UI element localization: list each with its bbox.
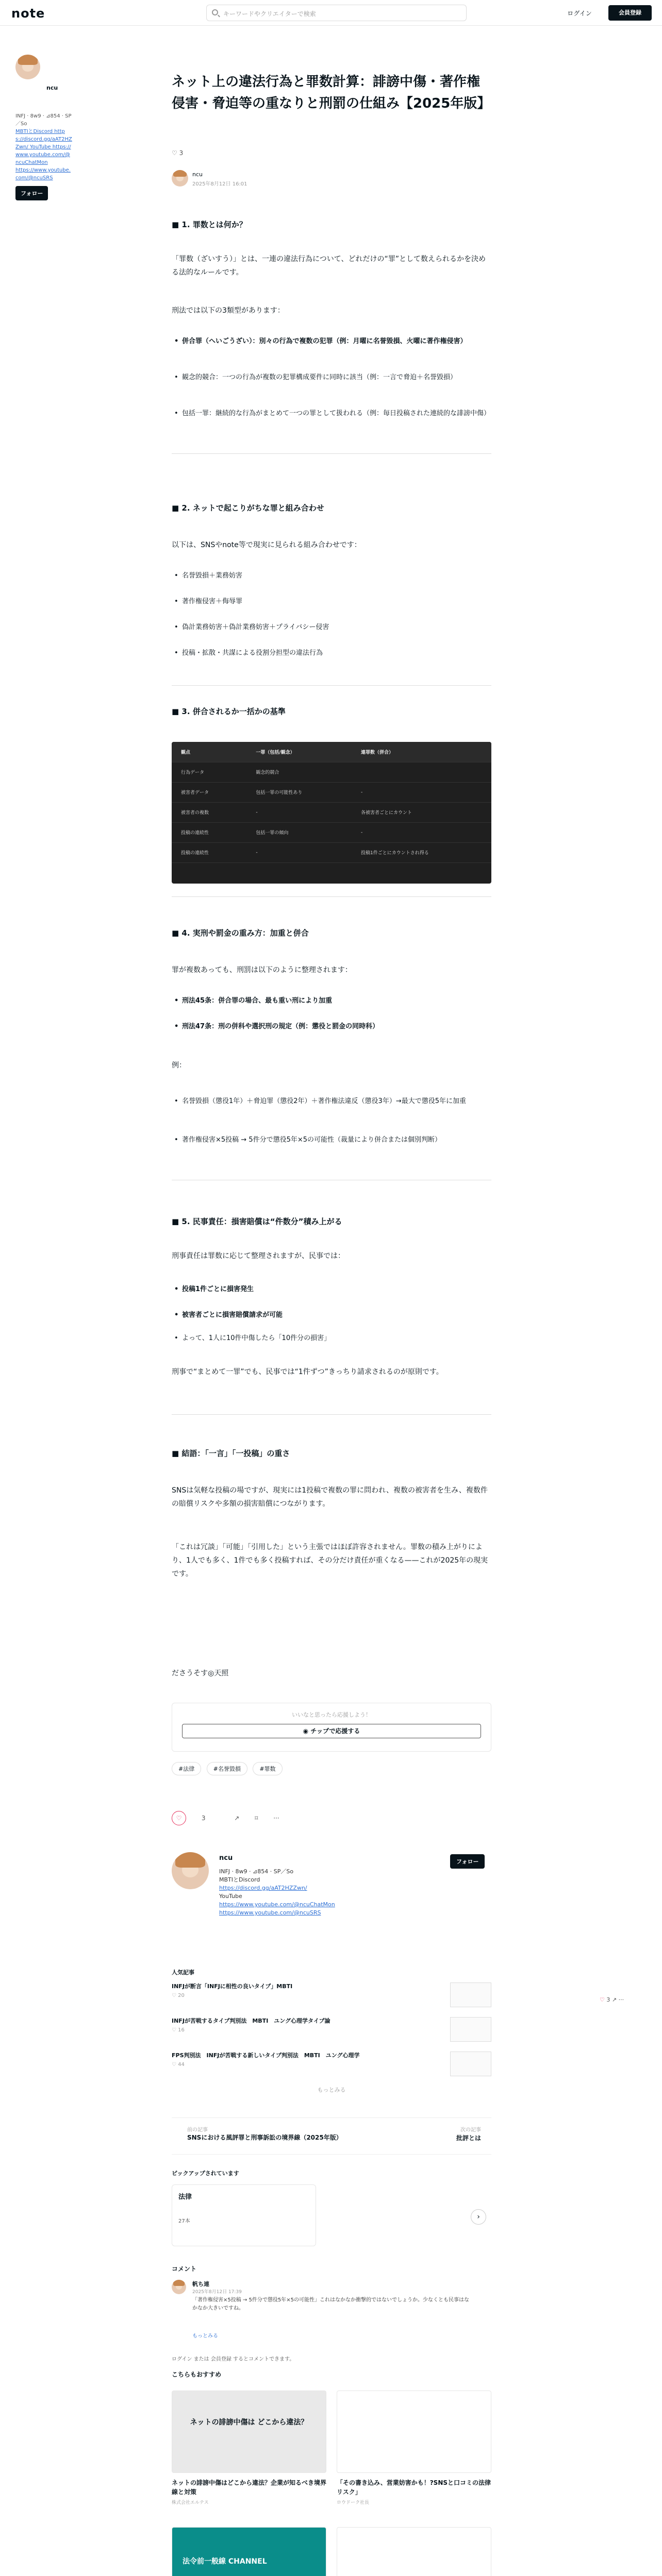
table-row: 行為データ 観念的競合 bbox=[172, 762, 491, 782]
sidebar-profile bbox=[15, 55, 72, 200]
table-row: 投稿の連続性 包括一罪の傾向 - bbox=[172, 822, 491, 842]
heart-icon: ♡ bbox=[172, 1811, 186, 1825]
recommendations bbox=[172, 2370, 491, 2379]
sidebar-bio: INFJ · 8w9 · ⊿854 · SP／So MBTIとDiscord https://discord.gg/aAT2HZZwn/ YouTube https://www.youtube.com/@ncuChatMon https://www.youtube.com/@ncuSRS bbox=[15, 113, 72, 181]
like-count[interactable]: ♡ 3 bbox=[172, 149, 184, 157]
profile-link[interactable]: https://www.youtube.com/@ncuSRS bbox=[219, 1909, 321, 1916]
thumbnail bbox=[450, 1982, 491, 2007]
note-logo[interactable]: note bbox=[11, 6, 45, 21]
paragraph: 以下は、SNSやnote等で現実に見られる組み合わせです： bbox=[172, 541, 361, 549]
article-title: ネット上の違法行為と罪数計算：誹謗中傷・著作権侵害・脅迫等の重なりと刑罰の仕組み【2025年版】 bbox=[172, 74, 491, 111]
follow-button[interactable]: フォロー bbox=[450, 1854, 485, 1869]
recommend-card[interactable] bbox=[172, 2527, 326, 2576]
closing-text: ださうそす◎天照 bbox=[172, 1669, 229, 1677]
support-label: いいなと思ったら応援しよう！ bbox=[292, 1711, 371, 1718]
section-heading: ■ 結語：「一言」「一投稿」の重さ bbox=[172, 1449, 290, 1458]
card-image: 法令前一般線 CHANNEL bbox=[172, 2527, 326, 2576]
paragraph: 刑事で“まとめて一罪”でも、民事では“1件ずつ”きっちり請求されるのが原則です。 bbox=[172, 1368, 443, 1376]
tag[interactable]: #名誉毀損 bbox=[207, 1762, 247, 1775]
author-avatar[interactable] bbox=[172, 170, 188, 187]
author-name[interactable]: ncu bbox=[192, 171, 203, 178]
list-item: • 著作権侵害＋侮辱罪 bbox=[172, 595, 491, 608]
table-row: 投稿の連続性 - 投稿1件ごとにカウントされ得る bbox=[172, 842, 491, 862]
floating-action-rail: ♡ 3 ↗ ··· bbox=[600, 1996, 624, 2003]
like-button[interactable]: ♡ 3 bbox=[172, 1815, 219, 1822]
magazine-card[interactable]: 法律 27本 bbox=[172, 2184, 316, 2246]
divider bbox=[172, 685, 491, 686]
list-item: • 投稿1件ごとに損害発生 bbox=[172, 1283, 491, 1296]
divider bbox=[172, 1414, 491, 1415]
list-item: • 刑法45条：併合罪の場合、最も重い刑により加重 bbox=[172, 994, 491, 1008]
login-button[interactable]: ログイン bbox=[567, 10, 592, 17]
author-avatar[interactable] bbox=[172, 1852, 209, 1889]
share-icon[interactable]: ↗ bbox=[234, 1815, 240, 1822]
list-item: • 名誉毀損＋業務妨害 bbox=[172, 569, 491, 583]
search-icon bbox=[212, 9, 218, 15]
section-title: コメント bbox=[172, 2265, 197, 2273]
section-heading: ■ 3. 併合されるか一括かの基準 bbox=[172, 707, 286, 716]
avatar[interactable] bbox=[15, 55, 40, 79]
card-image bbox=[337, 2391, 491, 2473]
table-header: 連罪数（併合） bbox=[352, 742, 491, 762]
table-row: 被害者データ 包括一罪の可能性あり - bbox=[172, 782, 491, 802]
thumbnail bbox=[450, 2017, 491, 2042]
list-item[interactable]: FPS判別法 INFJが苦戦する新しいタイプ判別法 MBTI ユング心理学 ♡ 44 bbox=[172, 2052, 491, 2080]
more-icon[interactable]: ··· bbox=[273, 1815, 279, 1822]
comparison-table bbox=[172, 742, 491, 884]
section-heading: ■ 5. 民事責任：損害賠償は“件数分”積み上がる bbox=[172, 1217, 342, 1226]
table-header: 一罪（包括/観念） bbox=[246, 742, 352, 762]
card-image bbox=[337, 2527, 491, 2576]
table-header: 観点 bbox=[172, 742, 246, 762]
share-icon[interactable]: ↗ bbox=[611, 1996, 617, 2003]
paragraph: 罪が複数あっても、刑罰は以下のように整理されます： bbox=[172, 966, 352, 974]
recommend-card[interactable]: ネットの誹謗中傷は どこから違法？ ネットの誹謗中傷はどこから違法？企業が知るべき境界線と対策 株式会社エルテス bbox=[172, 2391, 326, 2494]
paragraph: 例： bbox=[172, 1061, 186, 1070]
commenter-avatar[interactable] bbox=[172, 2280, 186, 2294]
section-heading: ■ 4. 実刑や罰金の重み方：加重と併合 bbox=[172, 928, 309, 938]
list-item: • 併合罪（へいごうざい）：別々の行為で複数の犯罪（例：月曜に名誉毀損、火曜に著作権侵害） bbox=[172, 335, 491, 348]
profile-link[interactable]: https://discord.gg/aAT2HZZwn/ bbox=[219, 1885, 307, 1891]
section-title: こちらもおすすめ bbox=[172, 2371, 222, 2378]
chevron-right-icon[interactable]: › bbox=[471, 2209, 486, 2225]
tip-button[interactable]: ◉ チップで応援する bbox=[182, 1724, 481, 1738]
profile-link[interactable]: https://www.youtube.com/@ncuChatMon bbox=[219, 1901, 335, 1908]
comment-date: 2025年8月12日 17:39 bbox=[192, 2290, 242, 2295]
author-name[interactable]: ncu bbox=[219, 1854, 233, 1862]
list-item: • 被害者ごとに損害賠償請求が可能 bbox=[172, 1309, 491, 1322]
signup-button[interactable]: 会員登録 bbox=[608, 5, 652, 21]
action-bar bbox=[172, 1811, 293, 1825]
list-item[interactable]: INFJが苦戦するタイプ判別法 MBTI ユング心理学タイプ論 ♡ 16 bbox=[172, 2017, 491, 2045]
paragraph: 刑法では以下の3類型があります： bbox=[172, 307, 285, 315]
support-box bbox=[172, 1703, 491, 1752]
publish-date: 2025年8月12日 16:01 bbox=[192, 181, 247, 187]
list-item: • 投稿・拡散・共謀による役割分担型の違法行為 bbox=[172, 647, 491, 660]
comment-text: 「著作権侵害×5投稿 → 5件分で懲役5年×5の可能性」これはなかなか衝撃的ではないでしょうか。少なくとも民事はなかなか大きいですね。 bbox=[192, 2297, 469, 2311]
list-item[interactable]: INFJが断言「INFJに相性の良いタイプ」MBTI ♡ 20 bbox=[172, 1982, 491, 2011]
paragraph: 「これは冗談」「可能」「引用した」という主張ではほぼ許容されません。罪数の積み上がりにより、1人でも多く、1件でも多く投稿すれば、その分だけ責任が重くなる——これが2025年の現実です。 bbox=[172, 1543, 488, 1578]
next-label: 次の記事 bbox=[460, 2127, 481, 2133]
tip-icon: ◉ bbox=[303, 1727, 311, 1735]
list-item: • 名誉毀損（懲役1年）＋脅迫罪（懲役2年）＋著作権法違反（懲役3年）→最大で懲役5年に加重 bbox=[172, 1095, 491, 1108]
more-icon[interactable]: ··· bbox=[618, 1996, 624, 2003]
more-link[interactable]: もっとみる bbox=[317, 2087, 346, 2093]
tag-list bbox=[172, 1762, 286, 1775]
paragraph: 「罪数（ざいすう）」とは、一連の違法行為について、どれだけの“罪”として数えられるかを決める法的なルールです。 bbox=[172, 255, 486, 277]
list-item: • 包括一罪：継続的な行為がまとめて一つの罪として扱われる（例：毎日投稿された連続的な誹謗中傷） bbox=[172, 407, 491, 420]
comment-login-note: ログイン または 会員登録 するとコメントできます。 bbox=[172, 2357, 295, 2362]
divider bbox=[172, 453, 491, 454]
card-image: ネットの誹謗中傷は どこから違法？ bbox=[172, 2391, 326, 2473]
comment-more-link[interactable]: もっとみる bbox=[192, 2333, 218, 2339]
section-title: 人気記事 bbox=[172, 1969, 194, 1976]
author-profile-card bbox=[172, 1852, 491, 1950]
commenter-name[interactable]: 帆ち連 bbox=[192, 2281, 209, 2287]
list-item: • 著作権侵害×5投稿 → 5件分で懲役5年×5の可能性（裁量により併合または個別判断） bbox=[172, 1133, 491, 1147]
article-navigation bbox=[172, 2117, 491, 2155]
author-row bbox=[172, 170, 378, 191]
sidebar-link-2[interactable]: https://www.youtube.com/@ncuSRS bbox=[15, 167, 71, 181]
prev-article-link[interactable]: SNSにおける風評罪と刑事訴訟の境界線（2025年版） bbox=[187, 2134, 342, 2141]
list-item: • 刑法47条：刑の併科や選択刑の規定（例：懲役と罰金の同時科） bbox=[172, 1020, 491, 1033]
recommend-card[interactable] bbox=[337, 2527, 491, 2576]
section-heading: ■ 1. 罪数とは何か？ bbox=[172, 220, 247, 229]
recommend-card[interactable]: 「その書き込み、営業妨害かも！?SNSと口コミの法律リスク」 ロウドーク社長 bbox=[337, 2391, 491, 2494]
section-title: ピックアップされています bbox=[172, 2170, 239, 2177]
search-input[interactable]: キーワードやクリエイターで検索 bbox=[206, 5, 467, 21]
follow-button[interactable]: フォロー bbox=[15, 186, 48, 200]
comments-section bbox=[172, 2264, 491, 2339]
bookmark-icon[interactable]: ⌑ bbox=[255, 1815, 258, 1822]
author-bio: INFJ · 8w9 · ⊿854 · SP／So MBTIとDiscord https://discord.gg/aAT2HZZwn/ YouTube https://www.youtube.com/@ncuChatMon https://www.youtube.com/@ncuSRS bbox=[219, 1868, 335, 1916]
list-item: • 観念的競合：一つの行為が複数の犯罪構成要件に同時に該当（例：一言で脅迫＋名誉毀損） bbox=[172, 371, 491, 384]
list-item: • 偽計業務妨害＋偽計業務妨害＋プライバシー侵害 bbox=[172, 621, 491, 634]
popular-articles bbox=[172, 1968, 491, 2080]
sidebar-author-name[interactable]: ncu bbox=[46, 84, 58, 91]
pickup-section bbox=[172, 2169, 491, 2251]
prev-label: 前の記事 bbox=[187, 2127, 208, 2133]
heart-icon[interactable]: ♡ bbox=[600, 1996, 605, 2003]
header bbox=[0, 0, 662, 26]
paragraph: 刑事責任は罪数に応じて整理されますが、民事では： bbox=[172, 1252, 345, 1260]
section-heading: ■ 2. ネットで起こりがちな罪と組み合わせ bbox=[172, 503, 324, 513]
table-row: 被害者の複数 - 各被害者ごとにカウント bbox=[172, 802, 491, 822]
sidebar-link[interactable]: MBTIとDiscord https://discord.gg/aAT2HZZwn/ YouTube https://www.youtube.com/@ncuChatMon bbox=[15, 129, 72, 165]
tag[interactable]: #罪数 bbox=[253, 1762, 282, 1775]
next-article-link[interactable]: 批評とは bbox=[456, 2134, 481, 2142]
list-item: • よって、1人に10件中傷したら「10件分の損害」 bbox=[172, 1332, 491, 1345]
thumbnail bbox=[450, 2052, 491, 2076]
divider bbox=[172, 896, 491, 897]
paragraph: SNSは気軽な投稿の場ですが、現実には1投稿で複数の罪に問われ、複数の被害者を生み、複数件の賠償リスクや多額の損害賠償につながります。 bbox=[172, 1486, 488, 1508]
tag[interactable]: #法律 bbox=[172, 1762, 201, 1775]
